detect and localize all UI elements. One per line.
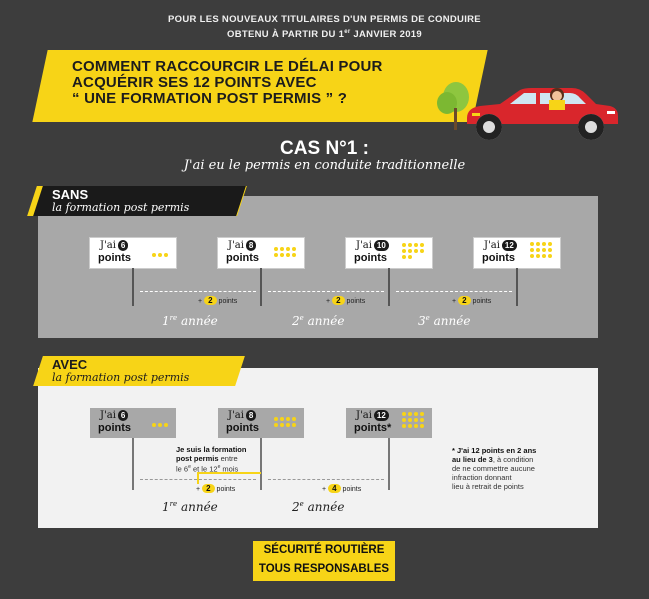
driver-icon <box>546 88 570 110</box>
training-note-sup-2: e <box>217 464 221 470</box>
footer-line-2: TOUS RESPONSABLES <box>258 563 390 575</box>
increment-unit: points <box>346 298 366 305</box>
points-dots <box>274 247 296 257</box>
avec-pole-1 <box>132 438 134 490</box>
year-word: année <box>177 500 218 514</box>
avec-tab-title: AVEC <box>52 357 88 372</box>
training-note-bold-2: post permis <box>176 454 219 463</box>
points-dots <box>402 243 424 259</box>
car-wheel-front <box>476 114 502 140</box>
increment-value: 2 <box>458 296 470 305</box>
avec-pole-3 <box>388 438 390 490</box>
training-note-mid: et le 12 <box>190 464 218 474</box>
sans-sign-10 <box>346 238 432 268</box>
sans-year-3 <box>418 314 470 328</box>
points-dots <box>274 417 296 427</box>
avec-sign-6-points: 6 <box>118 410 128 421</box>
footnote <box>452 446 570 491</box>
avec-tab <box>38 356 238 386</box>
increment-unit: points <box>342 486 362 493</box>
avec-sign-8-prefix: J'ai <box>228 410 244 421</box>
sans-sign-10-label: points <box>354 252 387 264</box>
banner-line-2: ACQUÉRIR SES 12 POINTS AVEC <box>72 74 317 91</box>
year-word: année <box>303 314 345 328</box>
footnote-bold-2: au lieu de 3 <box>452 455 493 464</box>
sans-sign-12-points: 12 <box>502 240 517 251</box>
footnote-line-4: infraction donnant <box>452 473 512 482</box>
sans-tab-subtitle: la formation post permis <box>52 201 190 214</box>
sans-pole-4 <box>516 268 518 306</box>
sans-pole-3 <box>388 268 390 306</box>
training-note-post: mois <box>220 464 239 474</box>
increment-plus: + <box>326 298 331 305</box>
training-note <box>176 445 266 474</box>
sans-sign-12 <box>474 238 560 268</box>
footer-line-1: SÉCURITÉ ROUTIÈRE <box>263 544 385 556</box>
year-word: année <box>303 500 345 514</box>
avec-increment-1 <box>196 484 235 493</box>
sans-increment-1 <box>198 296 237 305</box>
avec-year-2 <box>292 500 344 514</box>
header-line-2 <box>0 26 649 41</box>
case-subtitle: J'ai eu le permis en conduite traditionnelle <box>183 158 466 173</box>
year-num: 1 <box>162 314 170 328</box>
sans-year-2 <box>292 314 344 328</box>
footnote-line-5: lieu à retrait de points <box>452 482 524 491</box>
year-sup: e <box>299 314 304 322</box>
increment-unit: points <box>472 298 492 305</box>
sans-sign-6-points: 6 <box>118 240 128 251</box>
avec-sign-12-points: 12 <box>374 410 389 421</box>
avec-year-1 <box>162 500 218 514</box>
sans-tab <box>38 186 238 216</box>
increment-value: 2 <box>204 296 216 305</box>
sans-sign-12-label: points <box>482 252 515 264</box>
avec-sign-6 <box>90 408 176 438</box>
year-num: 1 <box>162 500 170 514</box>
year-num: 2 <box>292 500 300 514</box>
header-line-1: POUR LES NOUVEAUX TITULAIRES D'UN PERMIS DE CONDUIRE <box>168 14 481 25</box>
footnote-rest-1: , à condition <box>492 455 534 464</box>
points-dots <box>402 412 424 428</box>
sans-tab-title: SANS <box>52 187 89 202</box>
footnote-line-3: de ne commettre aucune <box>452 464 535 473</box>
year-sup: re <box>169 314 178 322</box>
training-note-pre: le 6 <box>176 464 189 474</box>
year-sup: e <box>425 314 430 322</box>
sans-sign-10-prefix: J'ai <box>356 240 372 251</box>
header-line-2-pre: OBTENU À PARTIR DU 1 <box>227 29 345 41</box>
training-note-rest-1: entre <box>218 454 238 463</box>
increment-plus: + <box>196 486 201 493</box>
header-line-2-sup: er <box>344 29 351 35</box>
points-dots <box>152 253 168 257</box>
sans-sign-6-label: points <box>98 252 131 264</box>
increment-value: 2 <box>332 296 344 305</box>
case-title: CAS N°1 : <box>280 138 369 159</box>
sans-pole-2 <box>260 268 262 306</box>
avec-arrow-1 <box>140 479 256 480</box>
sans-sign-8-points: 8 <box>246 240 256 251</box>
year-word: année <box>177 314 218 328</box>
points-dots <box>530 242 552 258</box>
sans-sign-12-prefix: J'ai <box>484 240 500 251</box>
avec-arrow-2 <box>268 479 384 480</box>
avec-sign-12-prefix: J'ai <box>356 410 372 421</box>
training-note-bold-1: Je suis la formation <box>176 445 247 454</box>
sans-sign-10-points: 10 <box>374 240 389 251</box>
sans-arrow-1 <box>140 291 256 292</box>
car-wheel-rear <box>578 114 604 140</box>
avec-sign-8 <box>218 408 304 438</box>
increment-value: 2 <box>202 484 214 493</box>
sans-pole-1 <box>132 268 134 306</box>
sans-sign-8-label: points <box>226 252 259 264</box>
increment-unit: points <box>216 486 236 493</box>
increment-plus: + <box>452 298 457 305</box>
sans-increment-3 <box>452 296 491 305</box>
avec-sign-8-points: 8 <box>246 410 256 421</box>
year-word: année <box>429 314 471 328</box>
points-dots <box>152 423 168 427</box>
training-note-sup-1: e <box>188 464 191 470</box>
sans-sign-8-prefix: J'ai <box>228 240 244 251</box>
sans-year-1 <box>162 314 218 328</box>
avec-increment-2 <box>322 484 361 493</box>
sans-sign-6-prefix: J'ai <box>100 240 116 251</box>
sans-arrow-2 <box>268 291 384 292</box>
footer-logo <box>253 541 395 581</box>
sans-sign-6 <box>90 238 176 268</box>
year-sup: e <box>299 500 304 508</box>
year-sup: re <box>169 500 178 508</box>
increment-unit: points <box>218 298 238 305</box>
avec-tab-subtitle: la formation post permis <box>52 371 190 384</box>
avec-sign-6-label: points <box>98 422 131 434</box>
sans-arrow-3 <box>396 291 512 292</box>
sans-increment-2 <box>326 296 365 305</box>
increment-plus: + <box>198 298 203 305</box>
avec-sign-6-prefix: J'ai <box>100 410 116 421</box>
training-marker-stem <box>197 472 199 484</box>
footnote-bold-1: * J'ai 12 points en 2 ans <box>452 446 537 455</box>
increment-plus: + <box>322 486 327 493</box>
year-num: 3 <box>418 314 426 328</box>
header-line-2-post: JANVIER 2019 <box>350 29 422 41</box>
year-num: 2 <box>292 314 300 328</box>
avec-sign-8-label: points <box>226 422 259 434</box>
avec-sign-12-label: points* <box>354 422 392 434</box>
increment-value: 4 <box>328 484 340 493</box>
banner-line-3: “ UNE FORMATION POST PERMIS ” ? <box>72 90 348 107</box>
training-marker <box>197 472 261 474</box>
banner-line-1: COMMENT RACCOURCIR LE DÉLAI POUR <box>72 58 383 75</box>
sans-sign-8 <box>218 238 304 268</box>
header <box>0 14 649 41</box>
avec-sign-12 <box>346 408 432 438</box>
